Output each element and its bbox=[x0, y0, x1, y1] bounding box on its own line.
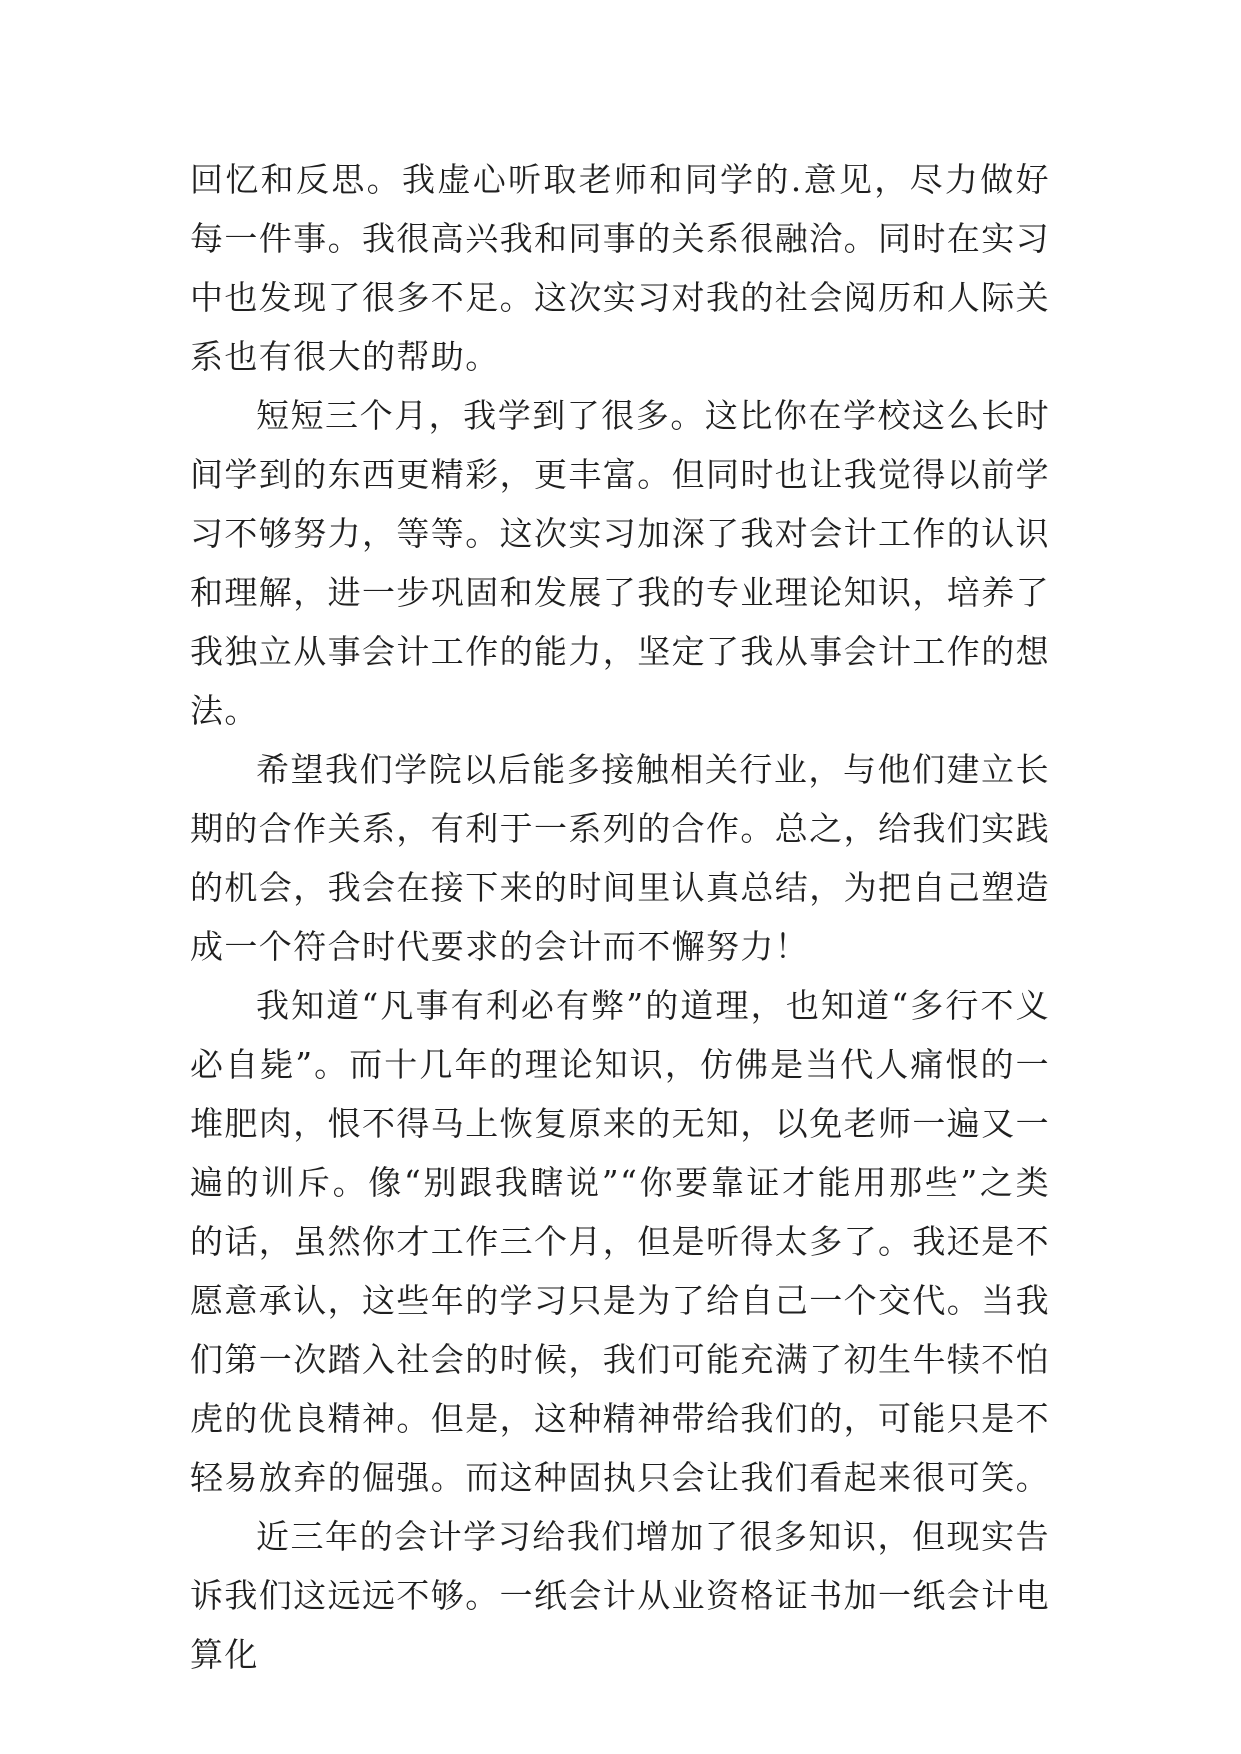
paragraph-3: 希望我们学院以后能多接触相关行业，与他们建立长期的合作关系，有利于一系列的合作。总之，给我们实践的机会，我会在接下来的时间里认真总结，为把自己塑造成一个符合时代要求的会计而不懈努力！ bbox=[190, 750, 1050, 966]
document-body bbox=[190, 150, 1050, 1684]
paragraph-2: 短短三个月，我学到了很多。这比你在学校这么长时间学到的东西更精彩，更丰富。但同时也让我觉得以前学习不够努力，等等。这次实习加深了我对会计工作的认识和理解，进一步巩固和发展了我的专业理论知识，培养了我独立从事会计工作的能力，坚定了我从事会计工作的想法。 bbox=[190, 396, 1050, 730]
paragraph-5: 近三年的会计学习给我们增加了很多知识，但现实告诉我们这远远不够。一纸会计从业资格证书加一纸会计电算化 bbox=[190, 1517, 1050, 1674]
paragraph-4: 我知道“凡事有利必有弊”的道理，也知道“多行不义必自毙”。而十几年的理论知识，仿佛是当代人痛恨的一堆肥肉，恨不得马上恢复原来的无知，以免老师一遍又一遍的训斥。像“别跟我瞎说”“你要靠证才能用那些”之类的话，虽然你才工作三个月，但是听得太多了。我还是不愿意承认，这些年的学习只是为了给自己一个交代。当我们第一次踏入社会的时候，我们可能充满了初生牛犊不怕虎的优良精神。但是，这种精神带给我们的，可能只是不轻易放弃的倔强。而这种固执只会让我们看起来很可笑。 bbox=[190, 986, 1050, 1497]
paragraph-1: 回忆和反思。我虚心听取老师和同学的.意见，尽力做好每一件事。我很高兴我和同事的关系很融洽。同时在实习中也发现了很多不足。这次实习对我的社会阅历和人际关系也有很大的帮助。 bbox=[190, 160, 1050, 376]
